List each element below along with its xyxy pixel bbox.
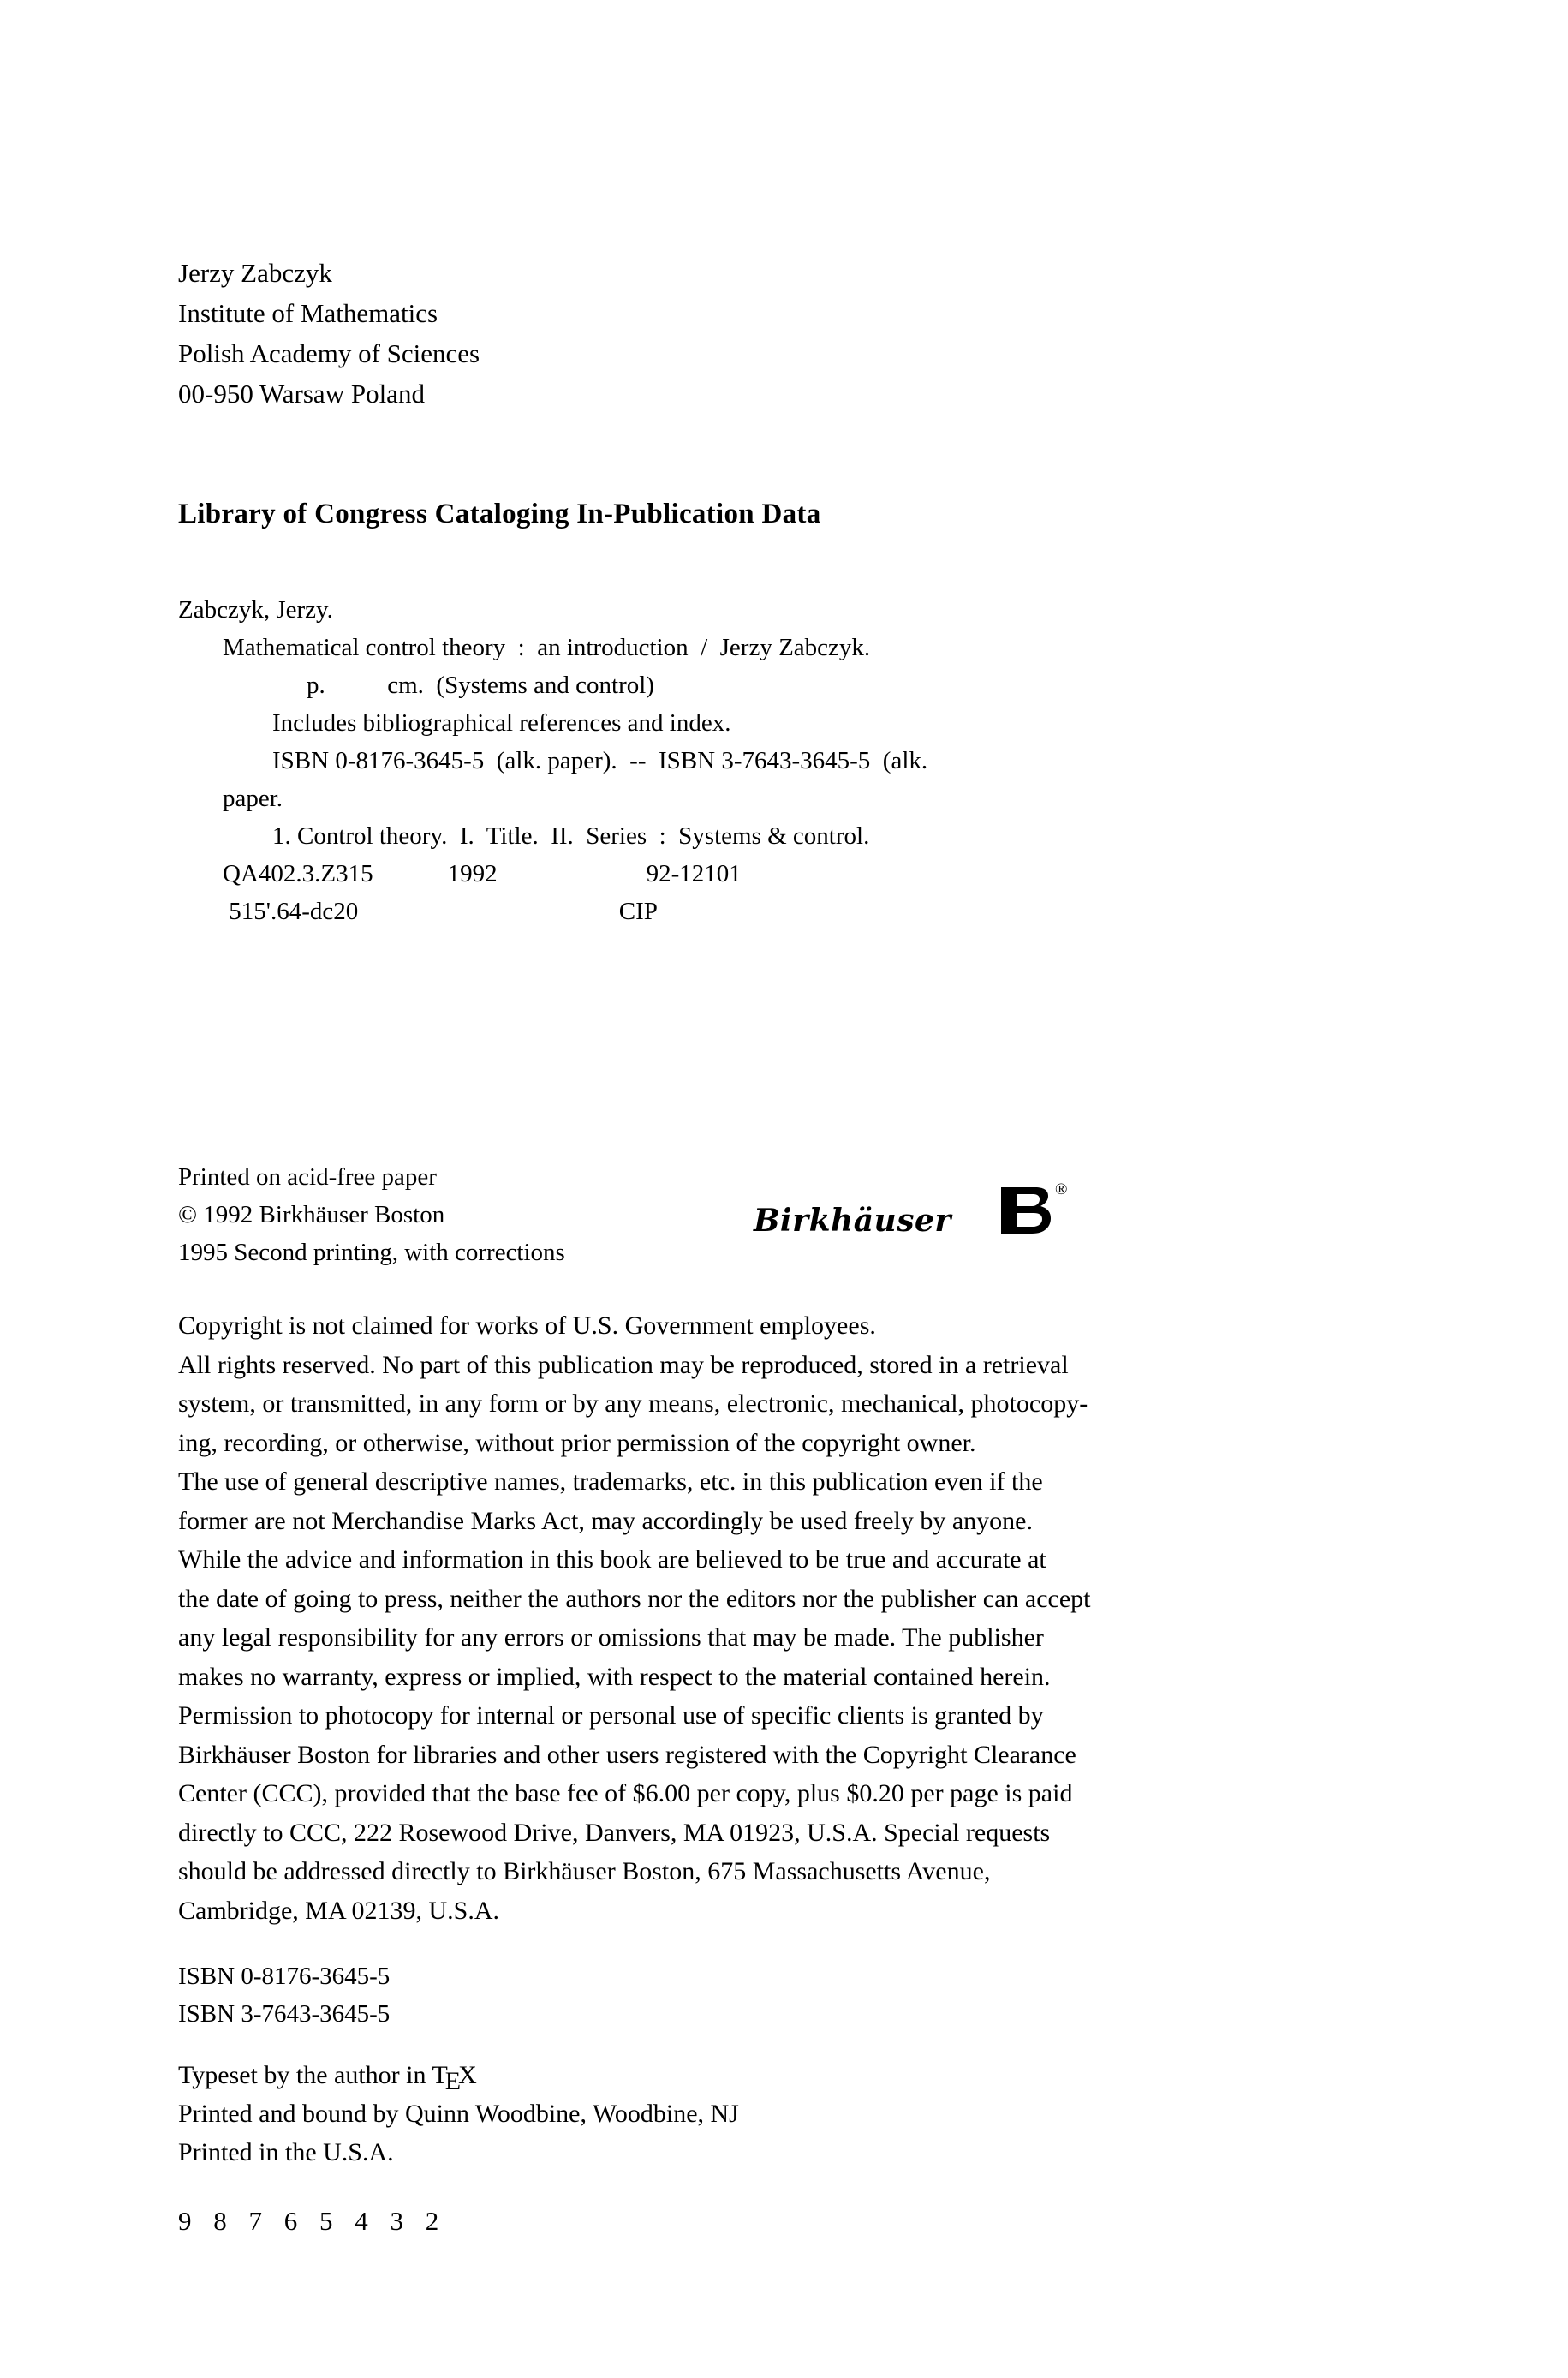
- copyright-line: directly to CCC, 222 Rosewood Drive, Danvers, MA 01923, U.S.A. Special requests: [178, 1818, 1051, 1847]
- copyright-line: Birkhäuser Boston for libraries and other users registered with the Copyright Clearance: [178, 1740, 1076, 1769]
- isbn-intl: ISBN 3-7643-3645-5: [178, 2000, 391, 2028]
- copyright-line: the date of going to press, neither the authors nor the editors nor the publisher can accept: [178, 1584, 1091, 1613]
- acid-free-note: Printed on acid-free paper: [178, 1163, 437, 1191]
- cip-data-block: [178, 591, 1377, 930]
- copyright-legal-text: [178, 1306, 1411, 1930]
- tex-logo: TEX: [432, 2061, 477, 2095]
- author-academy: Polish Academy of Sciences: [178, 338, 480, 368]
- isbn-block: [178, 1957, 390, 2033]
- author-address-block: [178, 253, 949, 414]
- copyright-line: Cambridge, MA 02139, U.S.A.: [178, 1896, 499, 1925]
- copyright-line: any legal responsibility for any errors or omissions that may be made. The publisher: [178, 1623, 1044, 1652]
- isbn-us: ISBN 0-8176-3645-5: [178, 1963, 391, 1990]
- publisher-logo: [754, 1180, 1113, 1261]
- cip-line: Includes bibliographical references and index.: [272, 709, 731, 737]
- copyright-line: Permission to photocopy for internal or personal use of specific clients is granted by: [178, 1701, 1044, 1730]
- copyright-line: system, or transmitted, in any form or by any means, electronic, mechanical, photocopy-: [178, 1389, 1088, 1418]
- copyright-line: While the advice and information in this book are believed to be true and accurate at: [178, 1545, 1046, 1574]
- cip-line: ISBN 0-8176-3645-5 (alk. paper). -- ISBN 3-7643-3645-5 (alk.: [272, 747, 928, 774]
- cip-line: Mathematical control theory : an introduction / Jerzy Zabczyk.: [223, 634, 871, 661]
- copyright-line: The use of general descriptive names, trademarks, etc. in this publication even if the: [178, 1467, 1043, 1496]
- cip-line: p. cm. (Systems and control): [307, 672, 654, 699]
- cip-line: QA402.3.Z315 1992 92-12101: [223, 860, 742, 887]
- author-city: 00-950 Warsaw Poland: [178, 379, 425, 409]
- loc-cataloging-heading: Library of Congress Cataloging In-Publication Data: [178, 499, 821, 529]
- cip-line: 515'.64-dc20 CIP: [223, 898, 658, 925]
- copyright-line: All rights reserved. No part of this publication may be reproduced, stored in a retrieval: [178, 1350, 1069, 1379]
- author-institute: Institute of Mathematics: [178, 298, 438, 328]
- registered-trademark-icon: ®: [1055, 1180, 1068, 1198]
- author-name: Jerzy Zabczyk: [178, 258, 332, 288]
- copyright-line: makes no warranty, express or implied, with respect to the material contained herein.: [178, 1662, 1051, 1691]
- copyright-line: former are not Merchandise Marks Act, may accordingly be used freely by anyone.: [178, 1506, 1033, 1535]
- printed-bound-line: Printed and bound by Quinn Woodbine, Woodbine, NJ: [178, 2100, 739, 2128]
- copyright-line: Center (CCC), provided that the base fee of $6.00 per copy, plus $0.20 per page is paid: [178, 1779, 1073, 1807]
- cip-line: Zabczyk, Jerzy.: [178, 596, 333, 624]
- copyright-line: ing, recording, or otherwise, without prior permission of the copyright owner.: [178, 1428, 976, 1457]
- typeset-prefix: Typeset by the author in: [178, 2061, 432, 2089]
- publisher-name: Birkhäuser: [754, 1203, 951, 1239]
- print-run-numbers: 9 8 7 6 5 4 3 2: [178, 2206, 447, 2236]
- cip-line: paper.: [223, 785, 283, 812]
- cip-line: 1. Control theory. I. Title. II. Series : Systems & control.: [272, 822, 870, 850]
- second-printing-line: 1995 Second printing, with corrections: [178, 1239, 565, 1266]
- copyright-line: should be addressed directly to Birkhäuser Boston, 675 Massachusetts Avenue,: [178, 1857, 991, 1885]
- copyright-year-line: © 1992 Birkhäuser Boston: [178, 1201, 445, 1228]
- typeset-line: [178, 2056, 739, 2094]
- birkhauser-b-logo-icon: [998, 1184, 1058, 1237]
- copyright-line: Copyright is not claimed for works of U.S. Government employees.: [178, 1311, 876, 1340]
- production-info-block: [178, 2056, 739, 2172]
- printed-in-line: Printed in the U.S.A.: [178, 2138, 394, 2166]
- printing-info-block: [178, 1158, 726, 1271]
